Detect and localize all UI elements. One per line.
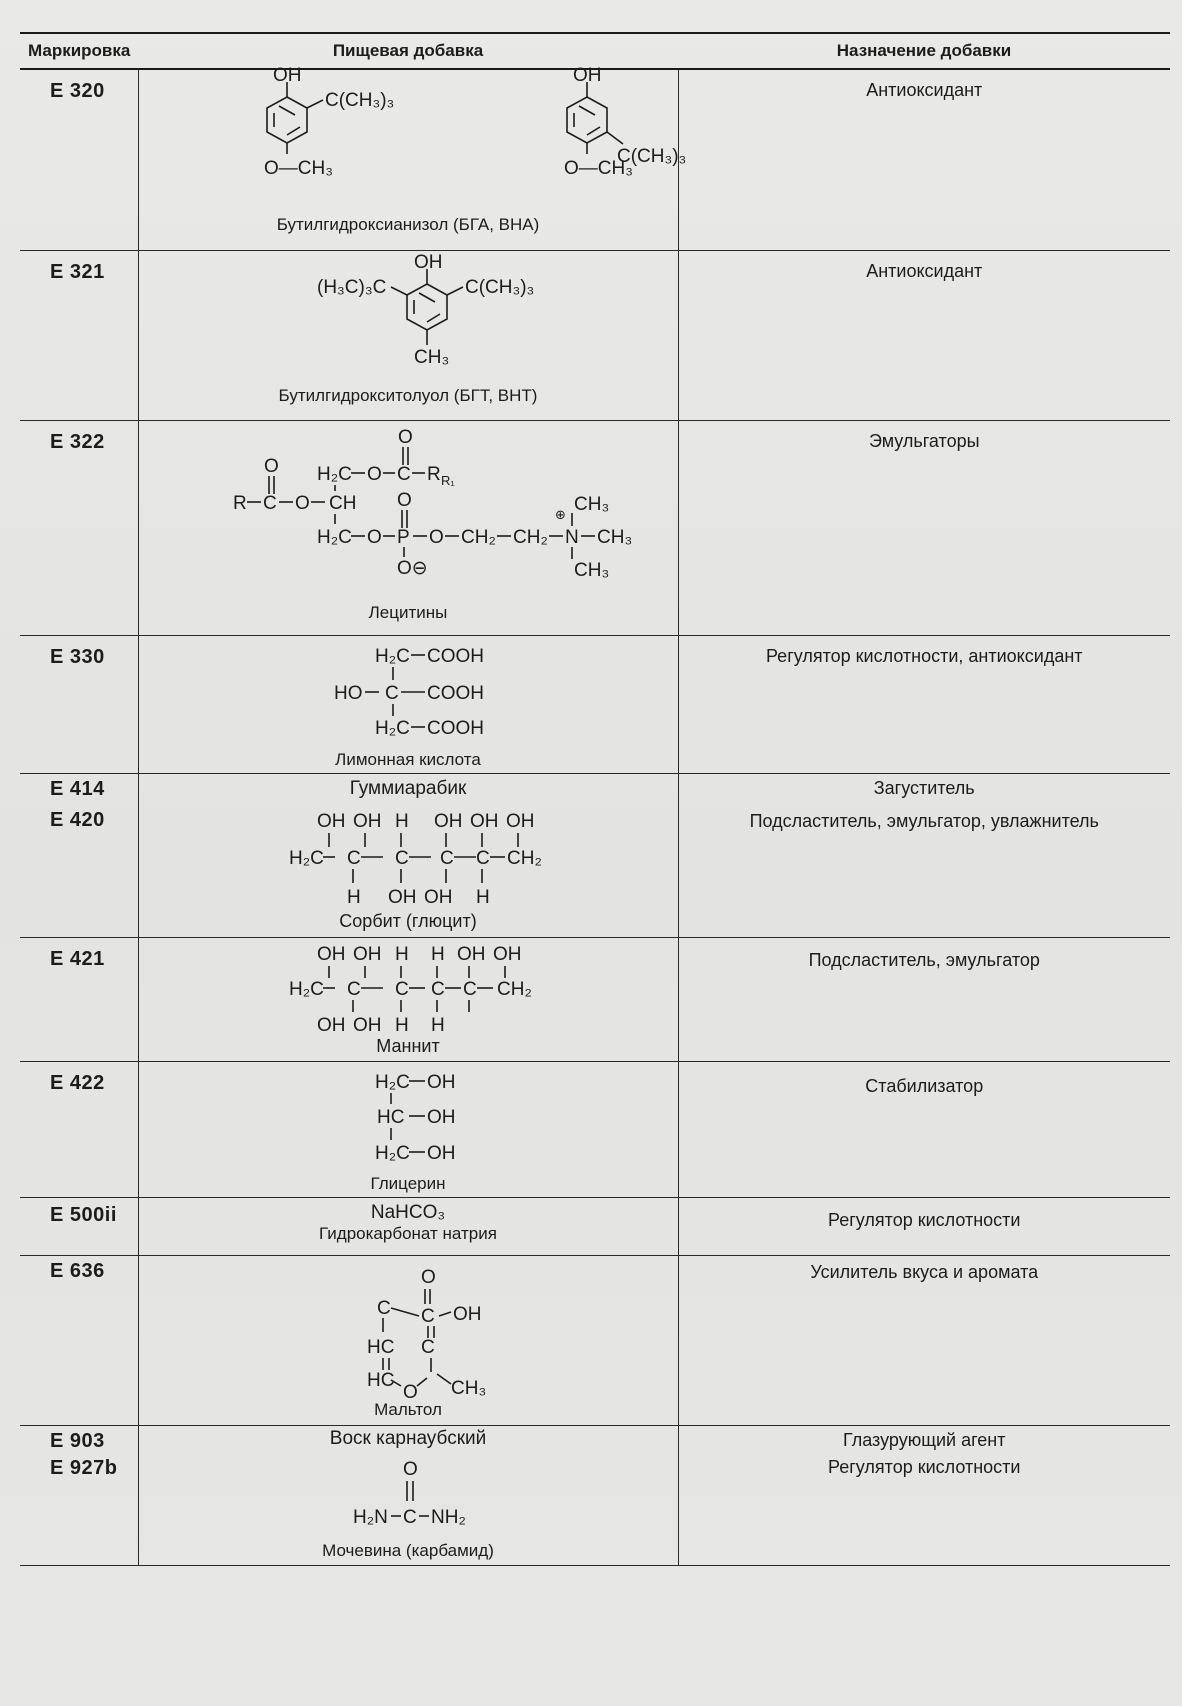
svg-text:CH₃: CH₃: [596, 526, 632, 548]
svg-text:CH₂: CH₂: [460, 526, 496, 548]
table-header-row: [20, 33, 1170, 69]
maltol-structure: [139, 1256, 679, 1403]
svg-text:CH₃: CH₃: [573, 559, 609, 581]
additive-name: Лимонная кислота: [335, 749, 481, 769]
additive-purpose: Глазурующий агент: [842, 1429, 1006, 1450]
svg-text:C(CH₃)₃: C(CH₃)₃: [324, 90, 394, 111]
svg-text:C: C: [475, 848, 490, 869]
svg-text:CH₃: CH₃: [413, 346, 449, 368]
additive-purpose: Регулятор кислотности: [828, 1209, 1021, 1230]
bha-structure: [139, 65, 686, 215]
svg-text:N: N: [564, 526, 579, 548]
svg-text:O: O: [420, 1266, 436, 1288]
svg-text:R: R: [232, 492, 247, 514]
table-row: [20, 1255, 1170, 1425]
svg-text:O: O: [402, 1459, 418, 1480]
bht-structure: [139, 251, 679, 386]
svg-text:C: C: [420, 1336, 435, 1358]
svg-text:O: O: [397, 426, 413, 448]
additive-code: E 903: [50, 1429, 105, 1452]
additive-name: Глицерин: [370, 1173, 446, 1193]
additive-purpose: Загуститель: [873, 777, 975, 798]
svg-text:⊕: ⊕: [554, 506, 566, 522]
svg-text:H: H: [394, 811, 409, 832]
additive-name: Бутилгидроксианизол (БГА, ВНА): [276, 215, 540, 234]
table-row: [20, 250, 1170, 420]
sorbitol-structure: [139, 807, 679, 911]
additive-purpose: Стабилизатор: [865, 1075, 984, 1096]
table-row: [20, 937, 1170, 1061]
svg-text:OH: OH: [492, 943, 521, 965]
citric-acid-structure: [139, 636, 679, 750]
additive-code: E 421: [50, 947, 105, 970]
svg-text:C: C: [430, 978, 445, 1000]
svg-text:CH: CH: [328, 492, 356, 514]
additive-name: Лецитины: [368, 602, 448, 622]
svg-text:OH: OH: [572, 65, 601, 86]
additive-name: Мальтол: [374, 1399, 442, 1419]
svg-text:H: H: [475, 887, 490, 908]
additive-purpose: Усилитель вкуса и аромата: [810, 1261, 1039, 1282]
svg-text:O: O: [263, 455, 279, 477]
svg-text:OH: OH: [352, 811, 381, 832]
additive-name: Маннит: [376, 1035, 440, 1056]
svg-text:O: O: [428, 526, 444, 548]
svg-text:H₂C: H₂C: [374, 717, 410, 739]
svg-text:OH: OH: [426, 1142, 455, 1164]
svg-text:OH: OH: [352, 1014, 381, 1036]
table-row: [20, 1197, 1170, 1255]
additive-code: E 500ii: [50, 1203, 117, 1226]
additive-code: E 414: [50, 777, 105, 800]
svg-text:OH: OH: [352, 943, 381, 965]
svg-text:O: O: [294, 492, 310, 514]
svg-text:OH: OH: [452, 1303, 481, 1325]
svg-text:H₂C: H₂C: [288, 978, 324, 1000]
table-row: [20, 1061, 1170, 1197]
svg-text:OH: OH: [456, 943, 485, 965]
svg-text:H₂C: H₂C: [374, 1142, 410, 1164]
svg-text:O: O: [366, 463, 382, 485]
svg-text:O—CH₃: O—CH₃: [263, 158, 333, 179]
table-row: [20, 635, 1170, 773]
svg-text:OH: OH: [423, 887, 452, 908]
svg-text:OH: OH: [426, 1071, 455, 1093]
svg-text:CH₃: CH₃: [450, 1377, 486, 1399]
svg-text:CH₂: CH₂: [512, 526, 548, 548]
svg-text:C: C: [462, 978, 477, 1000]
table-row: [20, 807, 1170, 937]
svg-text:OH: OH: [469, 811, 498, 832]
svg-text:OH: OH: [316, 811, 345, 832]
additive-code: E 321: [50, 260, 105, 283]
svg-text:C(CH₃)₃: C(CH₃)₃: [616, 146, 686, 167]
svg-text:COOH: COOH: [426, 682, 484, 704]
additive-code: E 322: [50, 430, 105, 453]
svg-text:OH: OH: [316, 943, 345, 965]
table-row: [20, 420, 1170, 635]
header-additive: Пищевая добавка: [138, 33, 678, 69]
table-row: [20, 69, 1170, 250]
svg-text:O: O: [396, 489, 412, 511]
svg-text:OH: OH: [316, 1014, 345, 1036]
svg-text:OH: OH: [433, 811, 462, 832]
lecithin-structure: [139, 421, 679, 603]
svg-text:C(CH₃)₃: C(CH₃)₃: [464, 276, 534, 298]
svg-text:(H₃C)₃C: (H₃C)₃C: [316, 276, 386, 298]
svg-text:C: C: [346, 978, 361, 1000]
additive-name: Воск карнаубский: [329, 1427, 487, 1449]
additive-purpose: Подсластитель, эмульгатор: [808, 949, 1040, 970]
svg-text:C: C: [394, 848, 409, 869]
additive-purpose: Эмульгаторы: [868, 430, 980, 451]
additive-code: E 420: [50, 809, 105, 831]
svg-text:H₂C: H₂C: [316, 526, 352, 548]
svg-text:H₂C: H₂C: [374, 645, 410, 667]
table-row: [20, 773, 1170, 807]
svg-text:COOH: COOH: [426, 717, 484, 739]
svg-text:O: O: [402, 1381, 418, 1403]
svg-text:OH: OH: [387, 887, 416, 908]
svg-text:R₁: R₁: [440, 472, 455, 488]
svg-text:C: C: [346, 848, 361, 869]
additive-purpose: Регулятор кислотности: [828, 1457, 1021, 1477]
additive-formula: NaHCO₃: [370, 1201, 446, 1223]
svg-text:H: H: [394, 1014, 409, 1036]
header-code: Маркировка: [20, 33, 138, 69]
additive-name: Бутилгидрокситолуол (БГТ, ВНТ): [278, 385, 538, 405]
svg-text:H: H: [430, 1014, 445, 1036]
svg-text:OH: OH: [426, 1106, 455, 1128]
additive-name: Мочевина (карбамид): [322, 1541, 494, 1560]
svg-text:HC: HC: [376, 1106, 404, 1128]
additive-purpose: Подсластитель, эмульгатор, увлажнитель: [749, 811, 1099, 831]
svg-text:HC: HC: [366, 1336, 394, 1358]
svg-text:H: H: [430, 943, 445, 965]
additive-purpose: Антиоксидант: [866, 80, 983, 100]
svg-text:OH: OH: [272, 65, 301, 86]
svg-text:O—CH₃: O—CH₃: [563, 158, 633, 179]
svg-text:H₂C: H₂C: [316, 463, 352, 485]
svg-text:HC: HC: [366, 1369, 394, 1391]
svg-text:C: C: [420, 1305, 435, 1327]
additive-name: Сорбит (глюцит): [339, 911, 477, 931]
svg-text:C: C: [376, 1297, 391, 1319]
svg-text:C: C: [384, 682, 399, 704]
svg-text:O: O: [366, 526, 382, 548]
glycerol-structure: [139, 1062, 679, 1174]
svg-text:C: C: [396, 463, 411, 485]
table-row: [20, 1455, 1170, 1565]
additive-purpose: Регулятор кислотности, антиоксидант: [765, 645, 1083, 666]
urea-structure: [139, 1455, 679, 1541]
svg-text:CH₂: CH₂: [496, 978, 532, 1000]
additive-code: E 330: [50, 645, 105, 668]
svg-text:CH₂: CH₂: [506, 848, 542, 869]
table-row: [20, 1425, 1170, 1455]
svg-text:H: H: [346, 887, 361, 908]
svg-text:P: P: [396, 526, 410, 548]
svg-text:COOH: COOH: [426, 645, 484, 667]
header-purpose: Назначение добавки: [678, 33, 1170, 69]
svg-text:H₂N: H₂N: [352, 1507, 388, 1528]
svg-text:C: C: [394, 978, 409, 1000]
svg-text:C: C: [262, 492, 277, 514]
food-additives-table: [20, 32, 1170, 1566]
svg-text:H₂C: H₂C: [288, 848, 324, 869]
svg-text:R: R: [426, 463, 441, 485]
additive-purpose: Антиоксидант: [866, 260, 983, 281]
additive-code: E 927b: [50, 1457, 118, 1479]
svg-text:OH: OH: [413, 251, 442, 273]
svg-text:HO: HO: [333, 682, 362, 704]
svg-text:C: C: [402, 1507, 417, 1528]
svg-text:C: C: [439, 848, 454, 869]
additive-name: Гидрокарбонат натрия: [319, 1223, 497, 1243]
additive-code: E 422: [50, 1071, 105, 1094]
mannitol-structure: [139, 938, 679, 1036]
svg-text:H₂C: H₂C: [374, 1071, 410, 1093]
additive-code: E 636: [50, 1259, 105, 1282]
svg-text:H: H: [394, 943, 409, 965]
svg-text:O⊖: O⊖: [396, 557, 428, 579]
svg-text:CH₃: CH₃: [573, 493, 609, 515]
svg-text:OH: OH: [505, 811, 534, 832]
additive-name: Гуммиарабик: [349, 777, 467, 799]
svg-text:NH₂: NH₂: [430, 1507, 466, 1528]
additive-code: E 320: [50, 80, 105, 102]
